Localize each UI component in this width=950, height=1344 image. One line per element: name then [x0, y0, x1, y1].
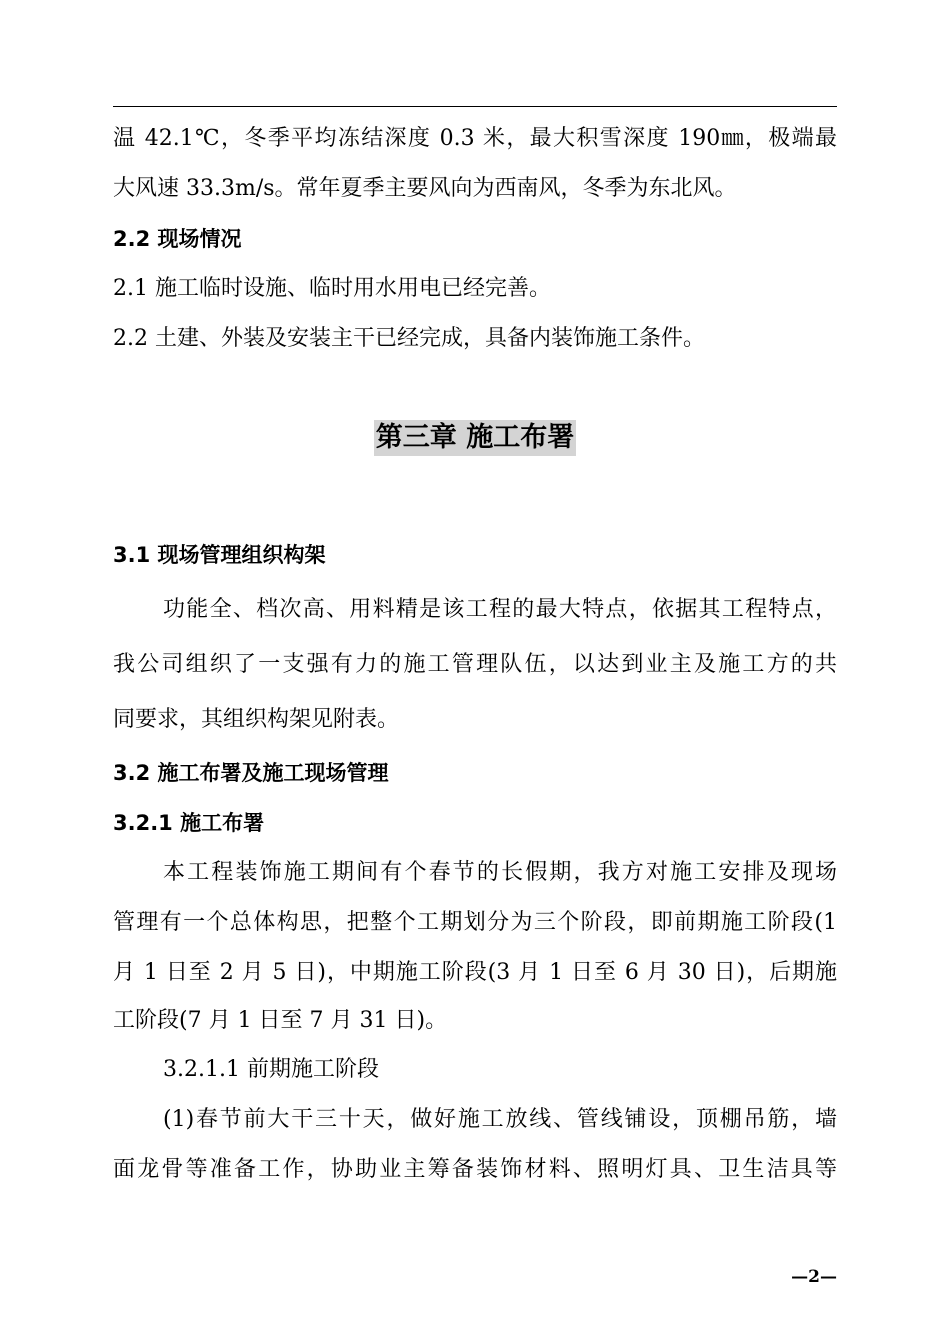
section-heading-3-2-1: 3.2.1 施工布署	[113, 811, 265, 835]
subsection-heading-3-2-1-1: 3.2.1.1 前期施工阶段	[163, 1057, 379, 1082]
paragraph-line: 大风速 33.3m/s。常年夏季主要风向为西南风，冬季为东北风。	[113, 176, 737, 201]
chapter-title-wrap	[0, 420, 950, 456]
section-heading-3-1: 3.1 现场管理组织构架	[113, 543, 326, 567]
paragraph-line: 管理有一个总体构思，把整个工期划分为三个阶段，即前期施工阶段(1	[113, 910, 837, 935]
chapter-title: 第三章 施工布署	[374, 420, 576, 456]
page-number: —2—	[791, 1267, 837, 1287]
paragraph-line: 本工程装饰施工期间有个春节的长假期，我方对施工安排及现场	[163, 860, 837, 885]
paragraph-line: 工阶段(7 月 1 日至 7 月 31 日)。	[113, 1008, 448, 1033]
list-item: 2.2 土建、外装及安装主干已经完成，具备内装饰施工条件。	[113, 326, 705, 351]
header-rule	[113, 106, 837, 107]
paragraph-line: (1)春节前大干三十天，做好施工放线、管线铺设，顶棚吊筋，墙	[163, 1107, 837, 1132]
section-heading-2-2: 2.2 现场情况	[113, 227, 242, 251]
paragraph-line: 同要求，其组织构架见附表。	[113, 707, 400, 732]
paragraph-line: 温 42.1℃，冬季平均冻结深度 0.3 米，最大积雪深度 190㎜，极端最	[113, 126, 837, 151]
list-item: 2.1 施工临时设施、临时用水用电已经完善。	[113, 276, 551, 301]
section-heading-3-2: 3.2 施工布署及施工现场管理	[113, 761, 389, 785]
paragraph-line: 面龙骨等准备工作，协助业主筹备装饰材料、照明灯具、卫生洁具等	[113, 1157, 837, 1182]
paragraph-line: 月 1 日至 2 月 5 日)，中期施工阶段(3 月 1 日至 6 月 30 日)，后期施	[113, 960, 837, 985]
paragraph-line: 我公司组织了一支强有力的施工管理队伍，以达到业主及施工方的共	[113, 652, 837, 677]
paragraph-line: 功能全、档次高、用料精是该工程的最大特点，依据其工程特点，	[163, 597, 837, 622]
